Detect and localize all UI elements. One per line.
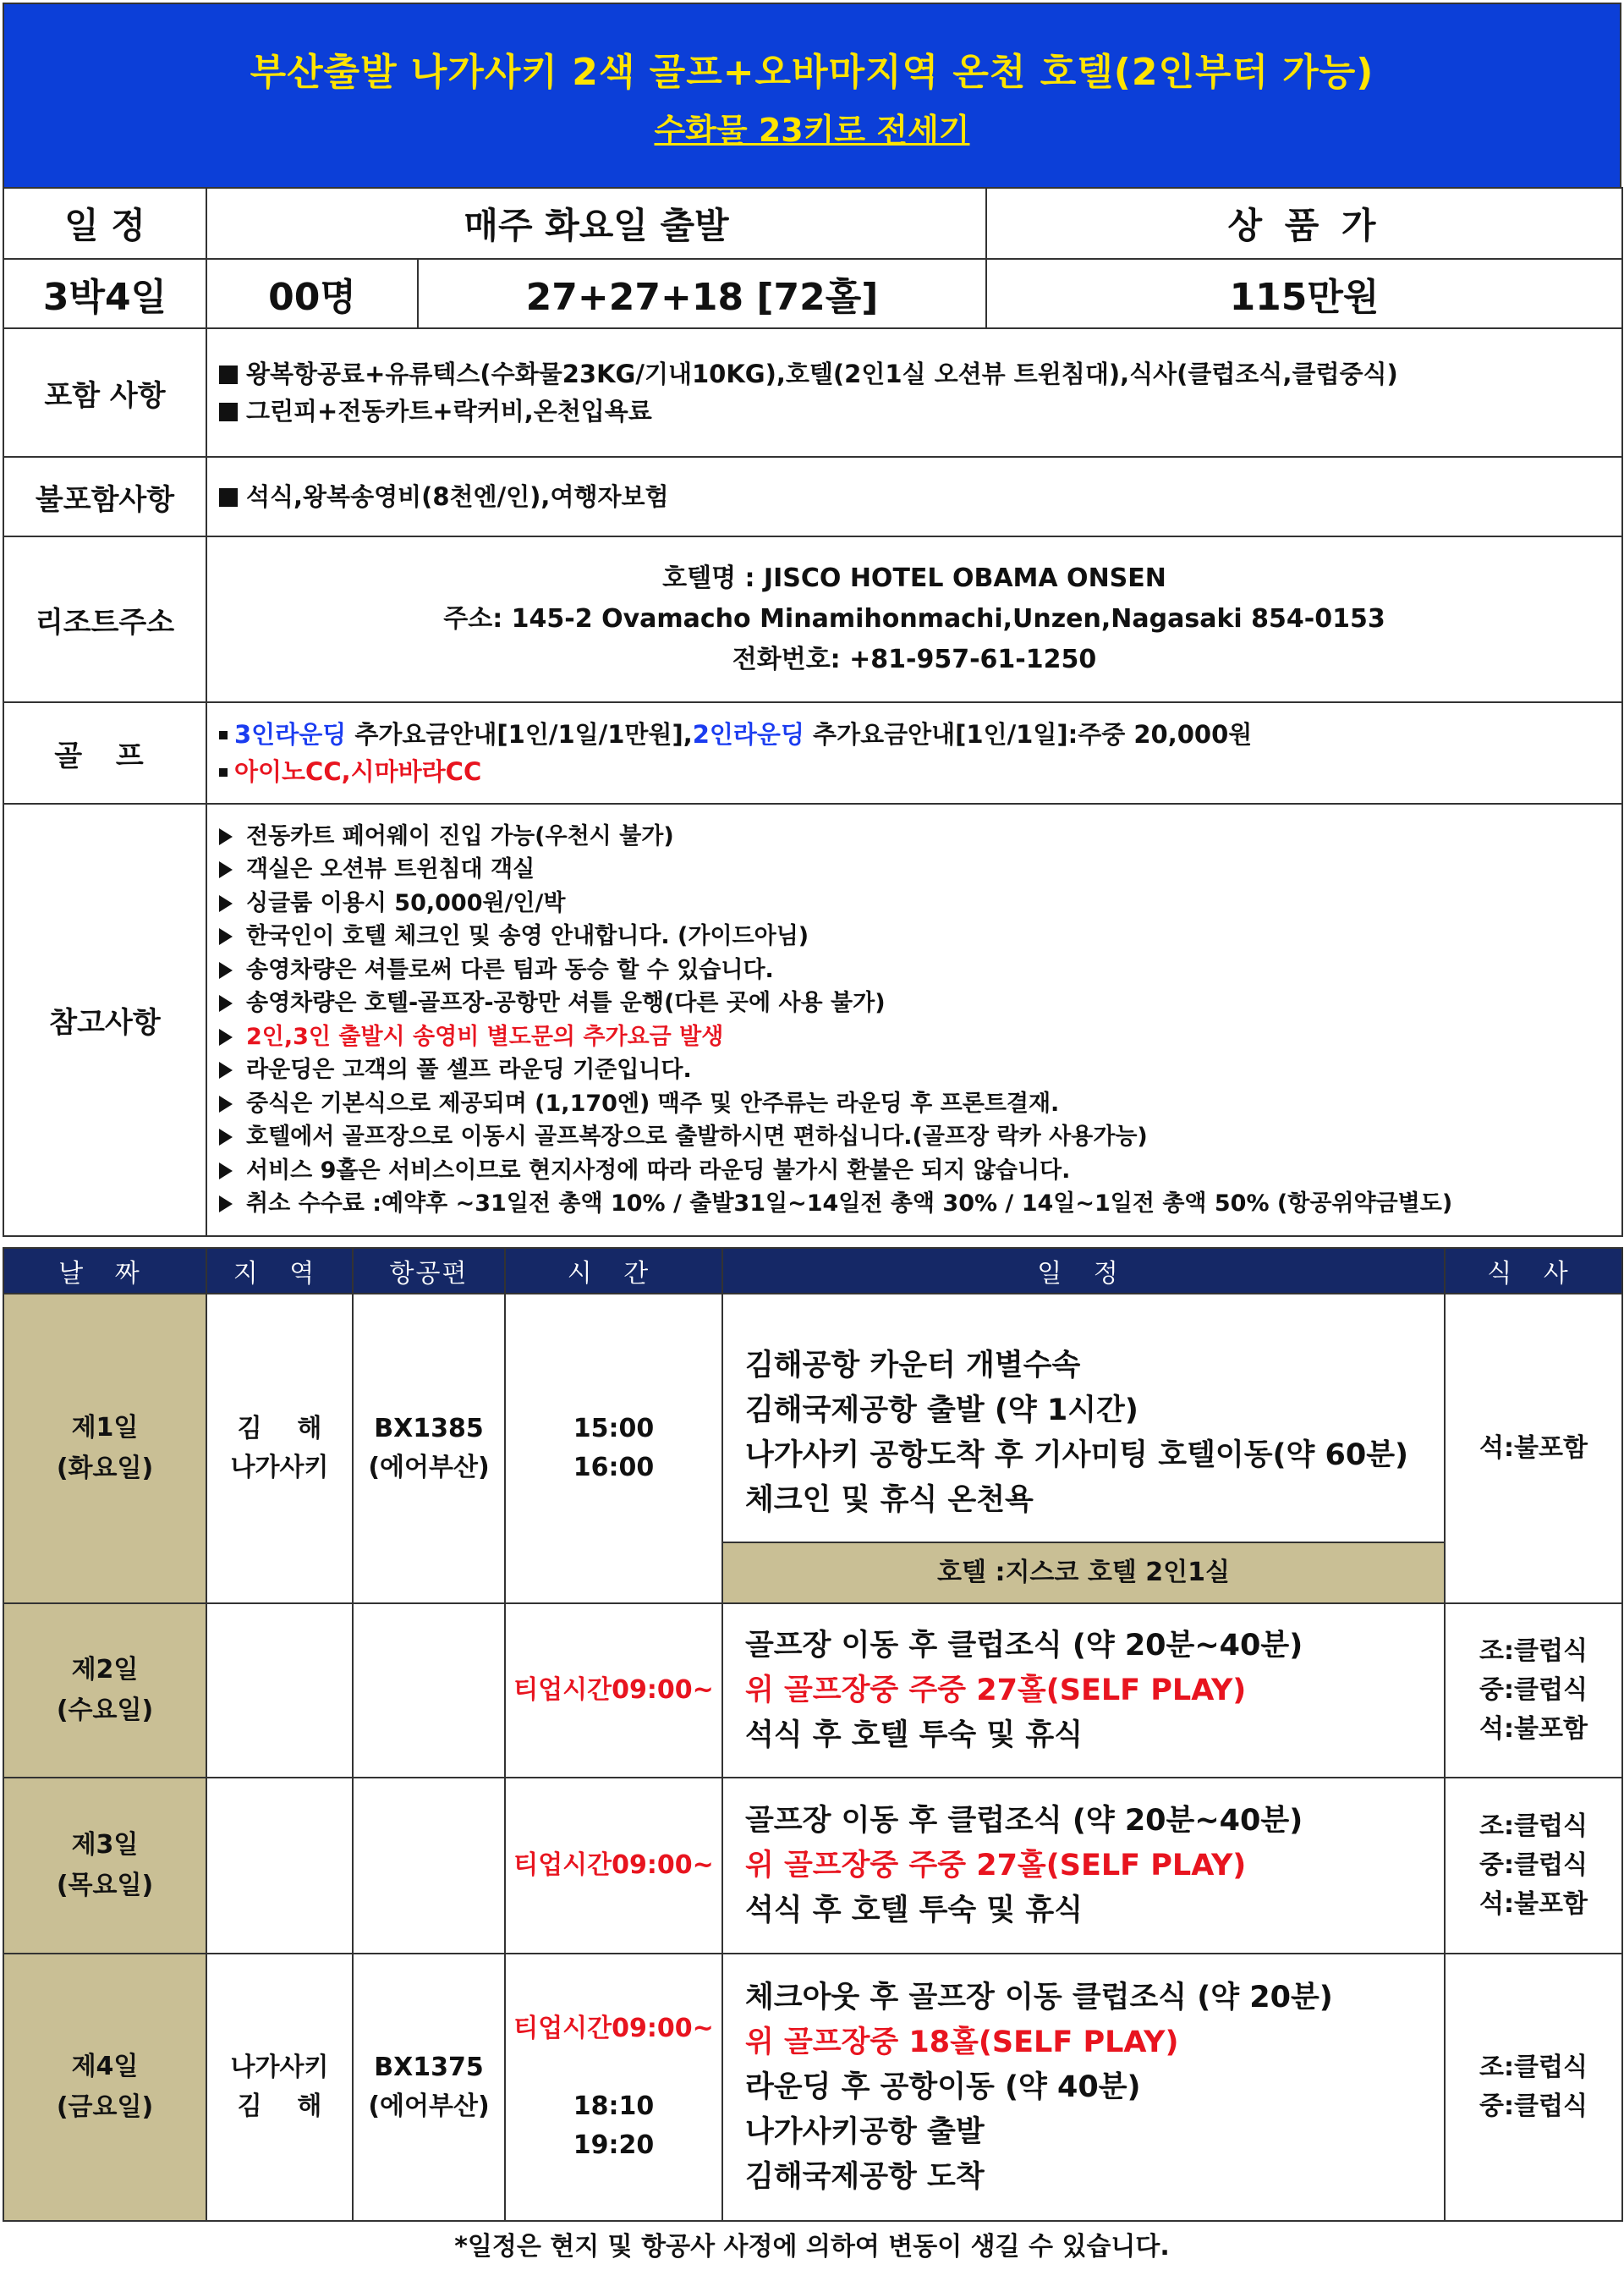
excluded-label: 불포함사항	[3, 457, 206, 536]
flight-number: BX1375	[374, 2053, 484, 2082]
included-item: 그린피+전동카트+락커비,온천입욕료	[219, 393, 1621, 430]
day-weekday: (화요일)	[56, 1454, 154, 1483]
tee-time: 티업시간09:00~	[505, 1603, 722, 1778]
golf-label: 골 프	[3, 702, 206, 804]
note-item: 객실은 오션뷰 트윈침대 객실	[219, 853, 1621, 887]
flight-cell	[353, 1778, 505, 1954]
people-value: 00명	[206, 259, 418, 328]
day-number: 제2일	[71, 1655, 139, 1685]
note-item: 라운딩은 고객의 풀 셀프 라운딩 기준입니다.	[219, 1053, 1621, 1087]
note-item: 송영차량은 호텔-골프장-공항만 셔틀 운행(다른 곳에 사용 불가)	[219, 987, 1621, 1020]
day-number: 제3일	[71, 1830, 139, 1860]
info-table	[3, 187, 1623, 1237]
tee-time: 티업시간09:00~	[505, 1778, 722, 1954]
excluded-row	[3, 457, 1622, 536]
meal-cell: 조:클럽식 중:클럽식	[1445, 1954, 1622, 2221]
day-weekday: (금요일)	[56, 2092, 154, 2122]
schedule-cell: 골프장 이동 후 클럽조식 (약 20분~40분) 위 골프장중 주중 27홀(SELF PLAY) 석식 후 호텔 투숙 및 휴식	[722, 1603, 1445, 1778]
day-cell	[3, 1294, 206, 1603]
day-cell	[3, 1954, 206, 2221]
triangle-bullet-icon	[219, 1129, 233, 1146]
header-meal: 식 사	[1445, 1248, 1622, 1294]
golf-courses-line: 아이노CC,시마바라CC	[219, 753, 1621, 790]
triangle-bullet-icon	[219, 962, 233, 979]
note-item: 2인,3인 출발시 송영비 별도문의 추가요금 발생	[219, 1020, 1621, 1054]
summary-value-row	[3, 259, 1622, 328]
airline: (에어부산)	[368, 1453, 490, 1482]
region-cell	[206, 1778, 353, 1954]
day-row-3	[3, 1778, 1622, 1954]
golf-fee-line: 3인라운딩 추가요금안내[1인/1일/1만원],2인라운딩 추가요금안내[1인/1일]:주중 20,000원	[219, 716, 1621, 753]
note-item: 호텔에서 골프장으로 이동시 골프복장으로 출발하시면 편하십니다.(골프장 락카 사용가능)	[219, 1120, 1621, 1154]
schedule-lines: 김해공항 카운터 개별수속 김해국제공항 출발 (약 1시간) 나가사키 공항도착 후 기사미팅 호텔이동(약 60분) 체크인 및 휴식 온천욕	[745, 1349, 1409, 1517]
header-flight: 항공편	[353, 1248, 505, 1294]
triangle-bullet-icon	[219, 928, 233, 945]
note-item: 서비스 9홀은 서비스이므로 현지사정에 따라 라운딩 불가시 환불은 되지 않습니다.	[219, 1154, 1621, 1188]
note-item: 송영차량은 셔틀로써 다른 팀과 동승 할 수 있습니다.	[219, 954, 1621, 987]
meal-cell: 조:클럽식 중:클럽식 석:불포함	[1445, 1778, 1622, 1954]
meal-cell: 석:불포함	[1445, 1294, 1622, 1603]
note-item: 전동카트 페어웨이 진입 가능(우천시 불가)	[219, 820, 1621, 854]
notes-row	[3, 804, 1622, 1236]
included-row	[3, 328, 1622, 457]
hotel-name: 호텔명 : JISCO HOTEL OBAMA ONSEN	[662, 563, 1166, 593]
triangle-bullet-icon	[219, 1096, 233, 1113]
region-cell: 김 해 나가사키	[206, 1294, 353, 1603]
triangle-bullet-icon	[219, 895, 233, 912]
included-label: 포함 사항	[3, 328, 206, 457]
flight-cell	[353, 1294, 505, 1603]
triangle-bullet-icon	[219, 1162, 233, 1179]
header-date: 날 짜	[3, 1248, 206, 1294]
price-label: 상 품 가	[986, 188, 1622, 259]
summary-header-row	[3, 188, 1622, 259]
note-item: 취소 수수료 :예약후 ~31일전 총액 10% / 출발31일~14일전 총액 30% / 14일~1일전 총액 50% (항공위약금별도)	[219, 1187, 1621, 1221]
square-bullet-icon	[219, 488, 238, 507]
square-bullet-icon	[219, 768, 228, 777]
header-schedule: 일 정	[722, 1248, 1445, 1294]
hotel-phone: 전화번호: +81-957-61-1250	[732, 645, 1097, 674]
triangle-bullet-icon	[219, 861, 233, 878]
time-cell: 15:00 16:00	[505, 1294, 722, 1603]
schedule-cell	[722, 1294, 1445, 1603]
resort-label: 리조트주소	[3, 536, 206, 702]
excluded-content	[206, 457, 1622, 536]
schedule-cell: 골프장 이동 후 클럽조식 (약 20분~40분) 위 골프장중 주중 27홀(SELF PLAY) 석식 후 호텔 투숙 및 휴식	[722, 1778, 1445, 1954]
resort-row	[3, 536, 1622, 702]
header-time: 시 간	[505, 1248, 722, 1294]
itinerary-header-row	[3, 1248, 1622, 1294]
triangle-bullet-icon	[219, 828, 233, 845]
resort-content	[206, 536, 1622, 702]
included-content	[206, 328, 1622, 457]
notes-content	[206, 804, 1622, 1236]
banner-title: 부산출발 나가사키 2색 골프+오바마지역 온천 호텔(2인부터 가능)	[250, 50, 1374, 94]
day-row-2	[3, 1603, 1622, 1778]
time-cell: 티업시간09:00~ 18:10 19:20	[505, 1954, 722, 2221]
region-cell: 나가사키 김 해	[206, 1954, 353, 2221]
golf-row	[3, 702, 1622, 804]
day-cell	[3, 1778, 206, 1954]
triangle-bullet-icon	[219, 995, 233, 1012]
day-weekday: (목요일)	[56, 1871, 154, 1900]
flight-number: BX1385	[374, 1414, 484, 1443]
footer-note: *일정은 현지 및 항공사 사정에 의하여 변동이 생길 수 있습니다.	[454, 2232, 1170, 2262]
day-cell	[3, 1603, 206, 1778]
nights-value: 3박4일	[3, 259, 206, 328]
day-number: 제4일	[71, 2052, 139, 2081]
square-bullet-icon	[219, 403, 238, 421]
flight-cell	[353, 1603, 505, 1778]
tee-time: 티업시간09:00~	[513, 2014, 714, 2043]
day-number: 제1일	[71, 1413, 139, 1443]
triangle-bullet-icon	[219, 1062, 233, 1079]
schedule-label: 일 정	[3, 188, 206, 259]
golf-content	[206, 702, 1622, 804]
header-region: 지 역	[206, 1248, 353, 1294]
banner-subtitle: 수화물 23키로 전세기	[654, 111, 970, 149]
square-bullet-icon	[219, 731, 228, 739]
day-row-4	[3, 1954, 1622, 2221]
triangle-bullet-icon	[219, 1029, 233, 1046]
price-value: 115만원	[986, 259, 1622, 328]
departure-label: 매주 화요일 출발	[206, 188, 986, 259]
day-row-1	[3, 1294, 1622, 1603]
triangle-bullet-icon	[219, 1195, 233, 1212]
schedule-cell: 체크아웃 후 골프장 이동 클럽조식 (약 20분) 위 골프장중 18홀(SELF PLAY) 라운딩 후 공항이동 (약 40분) 나가사키공항 출발 김해국제공항 도착	[722, 1954, 1445, 2221]
hotel-address: 주소: 145-2 Ovamacho Minamihonmachi,Unzen,Nagasaki 854-0153	[443, 604, 1385, 634]
holes-value: 27+27+18 [72홀]	[418, 259, 986, 328]
hotel-bar: 호텔 :지스코 호텔 2인1실	[723, 1542, 1444, 1602]
excluded-item: 석식,왕복송영비(8천엔/인),여행자보험	[219, 478, 1621, 515]
title-banner	[3, 3, 1621, 189]
note-item: 중식은 기본식으로 제공되며 (1,170엔) 맥주 및 안주류는 라운딩 후 프론트결재.	[219, 1087, 1621, 1121]
note-item: 싱글룸 이용시 50,000원/인/박	[219, 887, 1621, 921]
flight-cell	[353, 1954, 505, 2221]
itinerary-table	[3, 1247, 1623, 2222]
airline: (에어부산)	[368, 2091, 490, 2121]
square-bullet-icon	[219, 366, 238, 384]
region-cell	[206, 1603, 353, 1778]
note-item: 한국인이 호텔 체크인 및 송영 안내합니다. (가이드아님)	[219, 920, 1621, 954]
included-item: 왕복항공료+유류텍스(수화물23KG/기내10KG),호텔(2인1실 오션뷰 트윈침대),식사(클럽조식,클럽중식)	[219, 355, 1621, 393]
day-weekday: (수요일)	[56, 1696, 154, 1725]
notes-label: 참고사항	[3, 804, 206, 1236]
meal-cell: 조:클럽식 중:클럽식 석:불포함	[1445, 1603, 1622, 1778]
